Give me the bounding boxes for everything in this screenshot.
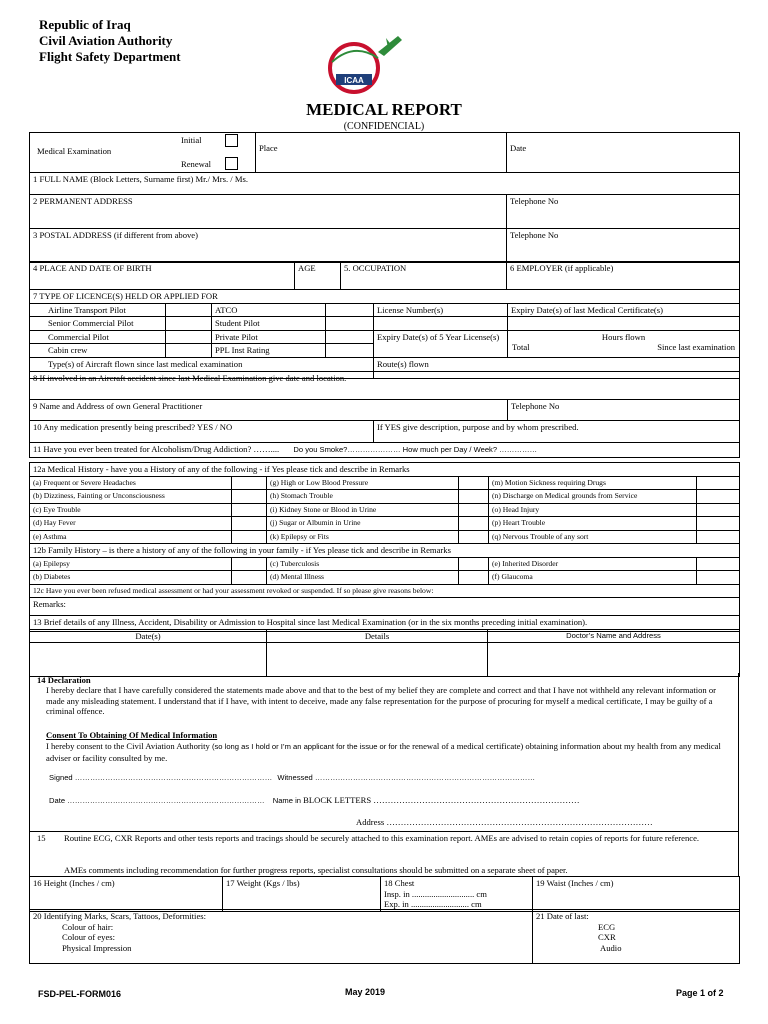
permanent-address-field[interactable] — [30, 195, 507, 229]
medication-description-label: If YES give description, purpose and by whom prescribed. — [377, 422, 579, 432]
medical-history-title: 12a Medical History - have you a History of any of the following - if Yes please tick and describe in Remarks — [30, 463, 740, 477]
history-tick[interactable] — [697, 530, 740, 544]
declaration-box — [29, 673, 739, 832]
sections-8-11 — [29, 371, 740, 458]
date-of-last-label: 21 Date of last: — [536, 911, 589, 921]
table-row — [30, 557, 740, 571]
ecg-label: ECG — [598, 921, 616, 932]
family-e: (e) Inherited Disorder — [489, 557, 697, 571]
height-field[interactable] — [30, 877, 223, 912]
initial-checkbox[interactable] — [225, 134, 238, 147]
alcohol-smoke-field[interactable] — [30, 443, 740, 458]
section-15-text: Routine ECG, CXR Reports and other tests reports and tracings should be securely attached to this examination report. AMEs are advised to retain copies of reports for future reference. — [64, 833, 700, 843]
expiry-medical-field[interactable] — [508, 317, 740, 331]
history-o: (o) Head Injury — [489, 503, 697, 517]
history-g: (g) High or Low Blood Pressure — [267, 476, 459, 490]
family-tick[interactable] — [459, 557, 489, 571]
licence-tick-4[interactable] — [166, 344, 212, 358]
birth-row — [29, 261, 740, 290]
physical-impression-label: Physical Impression — [62, 942, 132, 953]
history-tick[interactable] — [459, 517, 489, 531]
medication-field[interactable] — [30, 421, 374, 443]
licence-tick-2[interactable] — [166, 317, 212, 331]
refused-assessment-label: 12c Have you ever been refused medical assessment or had your assessment revoked or suspended. If so please give reasons below: — [30, 584, 740, 598]
expiry-5yr-label: Expiry Date(s) of 5 Year License(s) — [374, 330, 508, 357]
licence-tick-5[interactable] — [326, 303, 374, 317]
chest-exp: Exp. in ........................... cm — [384, 899, 482, 909]
table-row — [30, 517, 740, 531]
employer-field[interactable] — [507, 262, 740, 290]
full-name-label: 1 FULL NAME (Block Letters, Surname first) Mr./ Mrs. / Ms. — [33, 174, 248, 184]
history-tick[interactable] — [232, 530, 267, 544]
header-line1: Republic of Iraq — [39, 17, 131, 32]
identifying-table — [29, 909, 740, 964]
chest-label: 18 Chest — [384, 878, 415, 888]
family-history-title: 12b Family History – is there a history of any of the following in your family - if Yes please tick and describe in Remarks — [30, 544, 740, 558]
licence-ppl-inst: PPL Inst Rating — [212, 344, 326, 358]
eye-colour-label: Colour of eyes: — [62, 932, 115, 942]
page-number: Page 1 of 2 — [676, 988, 724, 998]
form-code: FSD-PEL-FORM016 — [38, 989, 122, 999]
telephone-label: Telephone No — [510, 230, 559, 240]
history-j: (j) Sugar or Albumin in Urine — [267, 517, 459, 531]
licence-commercial: Commercial Pilot — [30, 330, 166, 344]
weight-label: 17 Weight (Kgs / lbs) — [226, 878, 300, 888]
audio-label: Audio — [600, 942, 622, 953]
history-q: (q) Nervous Trouble of any sort — [489, 530, 697, 544]
family-a: (a) Epilepsy — [30, 557, 232, 571]
form-top-table — [29, 132, 740, 263]
history-tick[interactable] — [697, 503, 740, 517]
postal-address-field[interactable] — [30, 229, 507, 263]
section-15-text2: AMEs comments including recommendation for further progress reports, specialist consultations should be submitted on a separate sheet of paper. — [64, 865, 568, 875]
form-date: May 2019 — [345, 987, 386, 997]
address-label: Address ………………………………………………………………………………… — [356, 817, 653, 827]
history-a: (a) Frequent or Severe Headaches — [30, 476, 232, 490]
table-row — [30, 490, 740, 504]
gp-field[interactable] — [30, 400, 508, 421]
history-tick[interactable] — [232, 517, 267, 531]
history-d: (d) Hay Fever — [30, 517, 232, 531]
consent-title: Consent To Obtaining Of Medical Information — [46, 730, 218, 740]
licence-tick-7[interactable] — [326, 330, 374, 344]
family-c: (c) Tuberculosis — [267, 557, 459, 571]
page-subtitle: (CONFIDENCIAL) — [343, 121, 425, 132]
license-numbers-label: License Number(s) — [374, 303, 508, 317]
chest-field[interactable] — [381, 877, 533, 912]
history-h: (h) Stomach Trouble — [267, 490, 459, 504]
family-f: (f) Glaucoma — [489, 571, 697, 585]
routes-label: Route(s) flown — [377, 358, 429, 369]
hours-flown-cell[interactable] — [508, 330, 740, 357]
telephone-field-1[interactable] — [507, 195, 740, 229]
address-field[interactable] — [356, 817, 653, 827]
details-header: Details — [267, 629, 488, 643]
exam-type-cell — [30, 133, 256, 173]
consent-part-a: I hereby consent to the Civil Aviation Authority — [46, 741, 210, 751]
gp-label: 9 Name and Address of own General Practitioner — [33, 401, 203, 411]
history-tick[interactable] — [459, 490, 489, 504]
licence-private: Private Pilot — [212, 330, 326, 344]
cxr-label: CXR — [598, 932, 616, 942]
family-tick[interactable] — [697, 557, 740, 571]
licence-airline-transport: Airline Transport Pilot — [30, 303, 166, 317]
doctor-header: Doctor’s Name and Address — [488, 629, 740, 643]
date-label: Date — [510, 143, 527, 153]
telephone-field-2[interactable] — [507, 229, 740, 263]
date-of-last-field[interactable] — [533, 910, 740, 964]
history-i: (i) Kidney Stone or Blood in Urine — [267, 503, 459, 517]
history-p: (p) Heart Trouble — [489, 517, 697, 531]
aircraft-types-label: Type(s) of Aircraft flown since last medical examination — [48, 358, 243, 369]
section-15-number: 15 — [37, 833, 46, 843]
page-title: MEDICAL REPORT — [306, 100, 462, 119]
hours-flown-label: Hours flown — [601, 331, 646, 342]
licence-title: 7 TYPE OF LICENCE(S) HELD OR APPLIED FOR — [30, 290, 740, 304]
identifying-marks-label: 20 Identifying Marks, Scars, Tattoos, Deformities: — [33, 911, 206, 921]
gp-telephone-field[interactable] — [508, 400, 740, 421]
date-name-field[interactable] — [49, 795, 580, 805]
age-label: AGE — [298, 263, 316, 273]
occupation-label: 5. OCCUPATION — [344, 263, 407, 273]
consent-part-b: (so long as I hold or I’m an applicant for the issue or for — [211, 742, 398, 751]
name-label: Name in — [272, 796, 301, 805]
licence-table — [29, 289, 740, 379]
history-tick[interactable] — [232, 503, 267, 517]
family-tick[interactable] — [232, 557, 267, 571]
history-m: (m) Motion Sickness requiring Drugs — [489, 476, 697, 490]
history-n: (n) Discharge on Medical grounds from Service — [489, 490, 697, 504]
consent-part-c: the renewal of a medical certificate) obtaining information about my health from any medical adviser or facility consulted by me. — [46, 741, 721, 763]
employer-label: 6 EMPLOYER (if applicable) — [510, 263, 614, 273]
history-tick[interactable] — [459, 503, 489, 517]
telephone-label: Telephone No — [510, 196, 559, 206]
initial-label: Initial — [181, 135, 202, 145]
table-row — [30, 476, 740, 490]
family-d: (d) Mental Illness — [267, 571, 459, 585]
medical-exam-label: Medical Examination — [37, 146, 112, 156]
medication-label: 10 Any medication presently being prescribed? YES / NO — [33, 422, 233, 432]
medical-history-table — [29, 462, 740, 632]
dates-header: Date(s) — [30, 629, 267, 643]
history-tick[interactable] — [232, 490, 267, 504]
block-letters-label: BLOCK LETTERS ……………………………………………………………… — [303, 795, 580, 805]
date-field[interactable] — [507, 133, 740, 173]
measurements-table — [29, 876, 740, 912]
total-label: Total — [512, 342, 530, 352]
family-tick[interactable] — [232, 571, 267, 585]
accident-label: 8 If involved in an Aircraft accident since last Medical Examination give date and location. — [33, 373, 347, 383]
licence-tick-6[interactable] — [326, 317, 374, 331]
dates-field[interactable] — [30, 643, 267, 677]
licence-student: Student Pilot — [212, 317, 326, 331]
weight-field[interactable] — [223, 877, 381, 912]
doctor-field[interactable] — [488, 643, 740, 677]
licence-senior-commercial: Senior Commercial Pilot — [30, 317, 166, 331]
licence-atco: ATCO — [212, 303, 326, 317]
header-line2: Civil Aviation Authority — [39, 33, 173, 48]
licence-tick-8[interactable] — [326, 344, 374, 358]
history-tick[interactable] — [232, 476, 267, 490]
consent-text — [46, 741, 728, 763]
table-row — [30, 530, 740, 544]
history-tick[interactable] — [459, 530, 489, 544]
history-tick[interactable] — [697, 517, 740, 531]
telephone-label: Telephone No — [511, 401, 560, 411]
family-tick[interactable] — [697, 571, 740, 585]
waist-label: 19 Waist (Inches / cm) — [536, 878, 614, 888]
illness-table — [29, 615, 740, 677]
declaration-date-label: Date …………………………………………………………………… — [49, 796, 265, 805]
history-tick[interactable] — [459, 476, 489, 490]
details-field[interactable] — [267, 643, 488, 677]
signed-field[interactable] — [49, 773, 535, 782]
history-tick[interactable] — [697, 490, 740, 504]
header-line3: Flight Safety Department — [39, 49, 181, 64]
licence-tick-3[interactable] — [166, 330, 212, 344]
history-b: (b) Dizziness, Fainting or Unconsciousness — [30, 490, 232, 504]
place-field[interactable] — [256, 133, 507, 173]
height-label: 16 Height (Inches / cm) — [33, 878, 115, 888]
licence-cabin-crew: Cabin crew — [30, 344, 166, 358]
declaration-title: 14 Declaration — [37, 675, 91, 685]
identifying-marks-field[interactable] — [30, 910, 533, 964]
history-tick[interactable] — [697, 476, 740, 490]
history-k: (k) Epilepsy or Fits — [267, 530, 459, 544]
place-label: Place — [259, 143, 278, 153]
license-numbers-field[interactable] — [374, 317, 508, 331]
icaa-logo — [318, 22, 410, 98]
renewal-checkbox[interactable] — [225, 157, 238, 170]
history-c: (c) Eye Trouble — [30, 503, 232, 517]
full-name-field[interactable] — [30, 173, 740, 195]
age-field[interactable] — [295, 262, 341, 290]
witnessed-label: Witnessed …………………………………………………………………………… — [277, 773, 536, 782]
table-row — [30, 571, 740, 585]
header-block — [39, 17, 181, 65]
remarks-label: Remarks: — [33, 599, 66, 609]
signed-label: Signed …………………………………………………………………… — [49, 773, 273, 782]
permanent-address-label: 2 PERMANENT ADDRESS — [33, 196, 133, 206]
medication-description-field[interactable] — [374, 421, 740, 443]
family-b: (b) Diabetes — [30, 571, 232, 585]
family-tick[interactable] — [459, 571, 489, 585]
birth-field[interactable] — [30, 262, 295, 290]
table-row — [30, 503, 740, 517]
renewal-label: Renewal — [181, 159, 212, 169]
birth-label: 4 PLACE AND DATE OF BIRTH — [33, 263, 152, 273]
since-last-label: Since last examination — [657, 342, 736, 352]
waist-field[interactable] — [533, 877, 740, 912]
section-15-box — [29, 831, 739, 877]
declaration-text: I hereby declare that I have carefully considered the statements made above and that to the best of my belief they are complete and correct and that I have not withheld any relevant information or made any misleading statement. I understand that if I have, with intent to deceive, made any false representation for the purpose of procuring for myself a medical certificate, I may be guilty of a criminal offence. — [46, 685, 717, 716]
chest-insp: Insp. in ............................. cm — [384, 888, 487, 899]
accident-field[interactable] — [30, 372, 740, 400]
history-e: (e) Asthma — [30, 530, 232, 544]
expiry-medical-label: Expiry Date(s) of last Medical Certificate(s) — [508, 303, 740, 317]
illness-title: 13 Brief details of any Illness, Accident, Disability or Admission to Hospital since last Medical Examination (or in the six months preceding initial examination). — [30, 616, 740, 630]
alcohol-label: 11 Have you ever been treated for Alcoholism/Drug Addiction? …….... — [33, 444, 280, 454]
hair-colour-label: Colour of hair: — [62, 921, 114, 932]
postal-address-label: 3 POSTAL ADDRESS (if different from above) — [33, 230, 198, 240]
svg-text:ICAA: ICAA — [344, 76, 364, 85]
occupation-field[interactable] — [341, 262, 507, 290]
licence-tick-1[interactable] — [166, 303, 212, 317]
smoke-label: Do you Smoke?………………… How much per Day / Week? …………… — [293, 445, 538, 454]
